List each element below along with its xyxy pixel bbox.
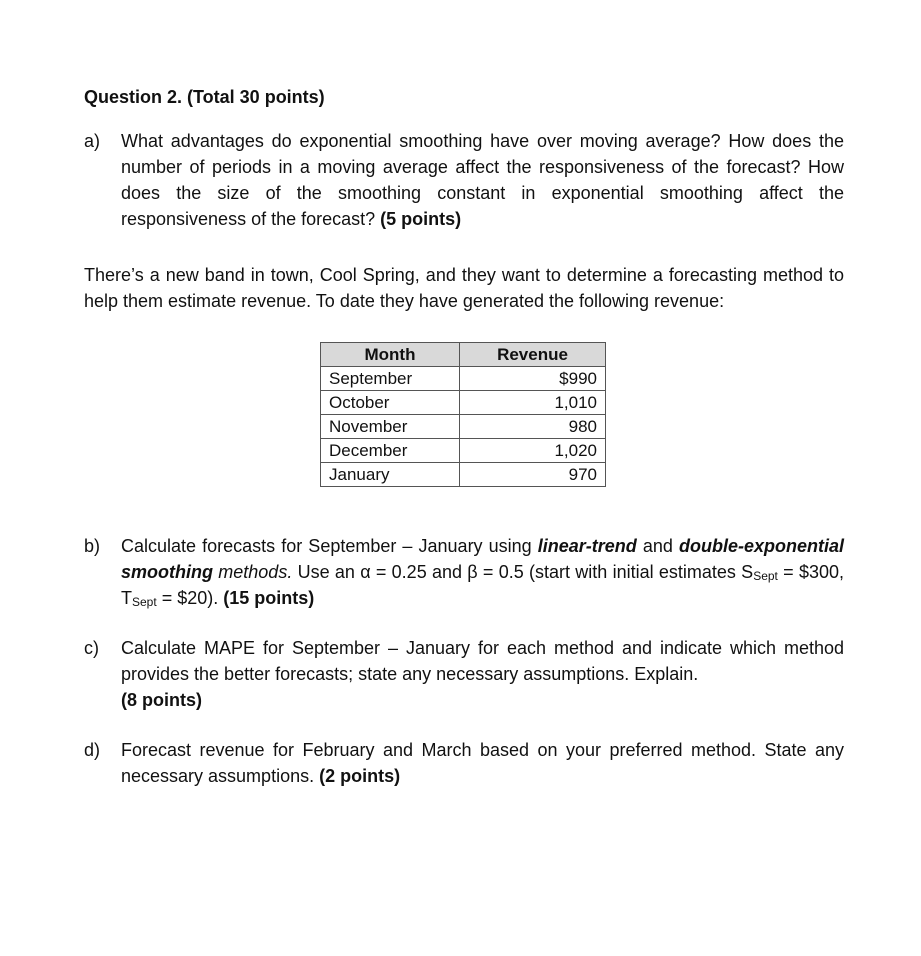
part-b-text: Calculate forecasts for September – January using linear-trend and double-exponential smoothing methods. Use an α = 0.25 and β = 0.5 (start with initial estimates $S_{Sept}$ = $300, $T_{Sept}$ = $20). (15 points) bbox=[121, 536, 845, 609]
intro-paragraph: There’s a new band in town, Cool Spring, and they want to determine a forecasting method to help them estimate revenue. To date they have generated the following revenue: bbox=[84, 265, 844, 311]
part-d bbox=[84, 737, 844, 789]
part-c bbox=[84, 635, 844, 713]
month-cell: January bbox=[321, 463, 460, 487]
revenue-table bbox=[320, 342, 606, 487]
method-linear-trend: linear-trend bbox=[537, 536, 637, 556]
table-row bbox=[321, 439, 606, 463]
part-d-points: (2 points) bbox=[319, 766, 401, 786]
revenue-cell: $990 bbox=[460, 367, 606, 391]
month-cell: September bbox=[321, 367, 460, 391]
part-c-label: c) bbox=[84, 638, 99, 658]
table-row bbox=[321, 367, 606, 391]
part-b bbox=[84, 533, 844, 611]
part-b-label: b) bbox=[84, 536, 101, 556]
part-c-text: Calculate MAPE for September – January for each method and indicate which method provides the better forecasts; state any necessary assumptions. Explain. (8 points) bbox=[121, 638, 844, 710]
part-d-label: d) bbox=[84, 740, 101, 760]
month-cell: November bbox=[321, 415, 460, 439]
header-revenue: Revenue bbox=[460, 343, 606, 367]
part-d-text: Forecast revenue for February and March based on your preferred method. State any necessary assumptions. (2 points) bbox=[121, 740, 844, 786]
month-cell: December bbox=[321, 439, 460, 463]
table-row bbox=[321, 391, 606, 415]
part-c-points: (8 points) bbox=[121, 690, 202, 710]
revenue-cell: 1,010 bbox=[460, 391, 606, 415]
part-a-points: (5 points) bbox=[380, 209, 462, 229]
method-double-exponential: double-exponential smoothing bbox=[121, 536, 844, 582]
revenue-cell: 980 bbox=[460, 415, 606, 439]
table-header-row bbox=[321, 343, 606, 367]
part-a-label: a) bbox=[84, 131, 101, 151]
month-cell: October bbox=[321, 391, 460, 415]
question-title: Question 2. (Total 30 points) bbox=[84, 87, 325, 107]
header-month: Month bbox=[321, 343, 460, 367]
revenue-table-wrap bbox=[320, 342, 844, 487]
revenue-cell: 1,020 bbox=[460, 439, 606, 463]
revenue-cell: 970 bbox=[460, 463, 606, 487]
part-a bbox=[84, 128, 844, 232]
table-row bbox=[321, 463, 606, 487]
document-page bbox=[84, 84, 844, 789]
table-row bbox=[321, 415, 606, 439]
part-a-text: What advantages do exponential smoothing have over moving average? How does the number of periods in a moving average affect the responsiveness of the forecast? How does the size of the smoothing constant in exponential smoothing affect the responsiveness of the forecast? (5 points) bbox=[121, 131, 844, 229]
part-b-points: (15 points) bbox=[223, 588, 315, 608]
